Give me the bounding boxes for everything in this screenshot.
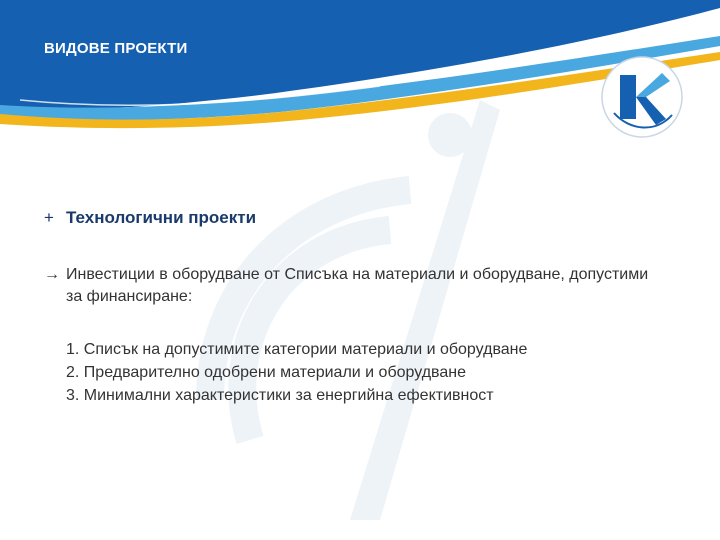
konkurentna-bulgaria-logo — [600, 55, 684, 139]
slide-title: ВИДОВЕ ПРОЕКТИ — [44, 40, 188, 57]
arrow-paragraph — [44, 264, 664, 308]
arrow-icon: → — [44, 266, 60, 283]
heading-bullet: + — [44, 208, 54, 227]
arrow-paragraph-text: Инвестиции в оборудване от Списъка на материали и оборудване, допустими за финансиране: — [66, 266, 649, 305]
list-item: 1. Списък на допустимите категории материали и оборудване — [66, 341, 528, 358]
heading-text: Технологични проекти — [66, 208, 257, 227]
list-item: 3. Минимални характеристики за енергийна ефективност — [66, 387, 494, 404]
section-heading — [44, 208, 256, 228]
numbered-list — [66, 338, 527, 407]
list-item: 2. Предварително одобрени материали и оборудване — [66, 364, 466, 381]
